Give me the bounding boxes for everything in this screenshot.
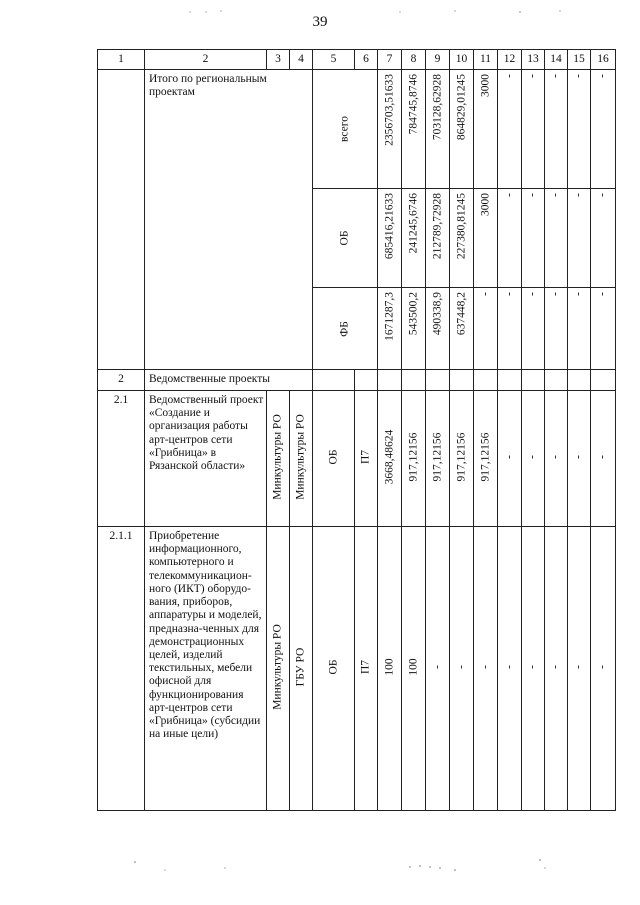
funding-source [313, 70, 378, 189]
empty-cell [426, 370, 450, 391]
value-cell [545, 70, 568, 189]
value-cell-text: 637448,2 [454, 292, 467, 336]
value-cell [426, 70, 450, 189]
program-code-text: П7 [359, 449, 372, 465]
value-cell-text: 703128,62928 [430, 74, 443, 141]
value-cell-text: 3000 [478, 74, 491, 97]
value-cell [498, 70, 522, 189]
value-cell [568, 527, 591, 811]
row-code: 2.1.1 [98, 527, 145, 811]
funding-source [313, 527, 355, 811]
empty-cell [355, 370, 378, 391]
row-name-text: Ведомственный проект «Создание и организация работы арт-центров сети «Грибница» в Рязанской области» [149, 394, 264, 473]
column-number-row [98, 50, 616, 70]
section-row [98, 370, 616, 391]
column-number: 11 [474, 50, 498, 70]
value-cell-text: - [572, 74, 585, 78]
funding-source [313, 391, 355, 527]
row-name-text: Приобретение информационного, компьютерного и телекоммуникацион-ного (ИКТ) оборудо-вания, приборов, аппаратуры и моделей, предназна-ченных для демонстрационных целей, изделий текстильных, мебели офисной для функционирования арт-центров сети «Грибница» (субсидии на иные цели) [149, 530, 262, 741]
value-cell-text: - [502, 665, 515, 669]
value-cell [568, 70, 591, 189]
funding-source-text: ФБ [338, 320, 351, 337]
column-number: 14 [545, 50, 568, 70]
column-number: 1 [98, 50, 145, 70]
funding-source-text: ОБ [326, 659, 339, 675]
value-cell [545, 189, 568, 288]
value-cell-text: 3668,48624 [382, 429, 395, 485]
value-cell-text: 864829,01245 [454, 74, 467, 141]
value-cell-text: - [596, 292, 609, 296]
funding-source [313, 288, 378, 370]
column-number: 5 [313, 50, 355, 70]
co-executor [290, 527, 313, 811]
row-name [145, 391, 267, 527]
value-cell [498, 288, 522, 370]
value-cell [545, 527, 568, 811]
empty-cell [522, 370, 545, 391]
value-cell [450, 288, 474, 370]
row-code: 2.1 [98, 391, 145, 527]
value-cell-text: - [572, 455, 585, 459]
value-cell-text: 3000 [478, 193, 491, 216]
empty-cell [450, 370, 474, 391]
value-cell-text: - [526, 193, 539, 197]
responsible-executor-text: Минкультуры РО [271, 624, 284, 710]
row-name [145, 527, 267, 811]
value-cell [545, 288, 568, 370]
value-cell-text: 917,12156 [454, 432, 467, 482]
funding-source [313, 189, 378, 288]
responsible-executor [267, 527, 290, 811]
value-cell [474, 70, 498, 189]
funding-source-text: всего [338, 116, 351, 142]
value-cell-text: - [596, 193, 609, 197]
value-cell-text: - [430, 665, 443, 669]
value-cell-text: - [526, 665, 539, 669]
value-cell-text: - [454, 665, 467, 669]
empty-cell [545, 370, 568, 391]
value-cell [378, 70, 402, 189]
column-number: 16 [591, 50, 616, 70]
value-cell [498, 189, 522, 288]
value-cell-text: - [549, 665, 562, 669]
co-executor-text: Минкультуры РО [294, 414, 307, 500]
row-name-text: Итого по региональным проектам [149, 73, 267, 99]
value-cell-text: 685416,21633 [382, 193, 395, 260]
empty-cell [474, 370, 498, 391]
value-cell-text: - [549, 74, 562, 78]
value-cell [522, 288, 545, 370]
value-cell [591, 288, 616, 370]
value-cell [426, 527, 450, 811]
section-code: 2 [98, 370, 145, 391]
value-cell-text: 2356703,51633 [382, 74, 395, 146]
value-cell [474, 288, 498, 370]
value-cell [402, 527, 426, 811]
value-cell [498, 527, 522, 811]
column-number: 3 [267, 50, 290, 70]
value-cell-text: 227380,81245 [454, 193, 467, 260]
value-cell-text: 490338,9 [430, 292, 443, 336]
value-cell-text: 212789,72928 [430, 193, 443, 260]
empty-cell [568, 370, 591, 391]
column-number: 2 [145, 50, 267, 70]
value-cell-text: - [596, 455, 609, 459]
column-number: 10 [450, 50, 474, 70]
page-number: 39 [312, 14, 328, 30]
empty-cell [378, 370, 402, 391]
column-number: 12 [498, 50, 522, 70]
value-cell [474, 391, 498, 527]
value-cell-text: 917,12156 [406, 432, 419, 482]
value-cell-text: - [549, 455, 562, 459]
empty-cell [402, 370, 426, 391]
co-executor [290, 391, 313, 527]
value-cell-text: 100 [382, 658, 395, 676]
value-cell-text: - [572, 292, 585, 296]
value-cell-text: - [478, 665, 491, 669]
column-number: 9 [426, 50, 450, 70]
value-cell [450, 391, 474, 527]
value-cell [402, 70, 426, 189]
program-code [355, 527, 378, 811]
funding-source-text: ОБ [326, 449, 339, 465]
value-cell [426, 189, 450, 288]
value-cell [450, 189, 474, 288]
empty-cell [498, 370, 522, 391]
value-cell [450, 527, 474, 811]
value-cell [522, 189, 545, 288]
value-cell [402, 189, 426, 288]
value-cell [522, 70, 545, 189]
value-cell-text: - [549, 292, 562, 296]
value-cell [450, 70, 474, 189]
value-cell-text: 784745,8746 [406, 74, 419, 135]
column-number: 7 [378, 50, 402, 70]
value-cell [545, 391, 568, 527]
value-cell-text: - [526, 455, 539, 459]
value-cell [568, 288, 591, 370]
value-cell [402, 288, 426, 370]
value-cell-text: - [502, 455, 515, 459]
value-cell [591, 70, 616, 189]
column-number: 6 [355, 50, 378, 70]
value-cell [378, 288, 402, 370]
funding-source-text: ОБ [338, 230, 351, 246]
responsible-executor-text: Минкультуры РО [271, 414, 284, 500]
row-code [98, 70, 145, 370]
empty-cell [591, 370, 616, 391]
column-number: 13 [522, 50, 545, 70]
value-cell-text: - [478, 292, 491, 296]
empty-cell [313, 370, 355, 391]
table-row [98, 70, 616, 189]
value-cell-text: 543500,2 [406, 292, 419, 336]
value-cell-text: - [572, 665, 585, 669]
value-cell [591, 189, 616, 288]
column-number: 8 [402, 50, 426, 70]
column-number: 4 [290, 50, 313, 70]
section-label: Ведомственные проекты [145, 370, 313, 391]
value-cell-text: - [526, 292, 539, 296]
table-row [98, 391, 616, 527]
value-cell [402, 391, 426, 527]
value-cell-text: 917,12156 [430, 432, 443, 482]
value-cell [568, 189, 591, 288]
value-cell-text: - [572, 193, 585, 197]
row-name [145, 70, 313, 370]
value-cell-text: - [596, 74, 609, 78]
value-cell [426, 391, 450, 527]
value-cell [522, 527, 545, 811]
value-cell-text: 241245,6746 [406, 193, 419, 254]
budget-table [97, 49, 616, 811]
value-cell-text: - [526, 74, 539, 78]
value-cell [426, 288, 450, 370]
value-cell-text: - [596, 665, 609, 669]
program-code [355, 391, 378, 527]
value-cell [474, 527, 498, 811]
value-cell [378, 189, 402, 288]
value-cell [498, 391, 522, 527]
responsible-executor [267, 391, 290, 527]
value-cell [568, 391, 591, 527]
table-row [98, 527, 616, 811]
value-cell-text: - [502, 292, 515, 296]
program-code-text: П7 [359, 659, 372, 675]
value-cell [378, 391, 402, 527]
co-executor-text: ГБУ РО [294, 647, 307, 687]
value-cell [378, 527, 402, 811]
value-cell-text: - [502, 193, 515, 197]
value-cell-text: 917,12156 [478, 432, 491, 482]
value-cell-text: 1671287,3 [382, 292, 395, 341]
value-cell-text: - [502, 74, 515, 78]
value-cell [522, 391, 545, 527]
value-cell [591, 391, 616, 527]
column-number: 15 [568, 50, 591, 70]
value-cell [474, 189, 498, 288]
value-cell-text: 100 [406, 658, 419, 676]
value-cell [591, 527, 616, 811]
value-cell-text: - [549, 193, 562, 197]
